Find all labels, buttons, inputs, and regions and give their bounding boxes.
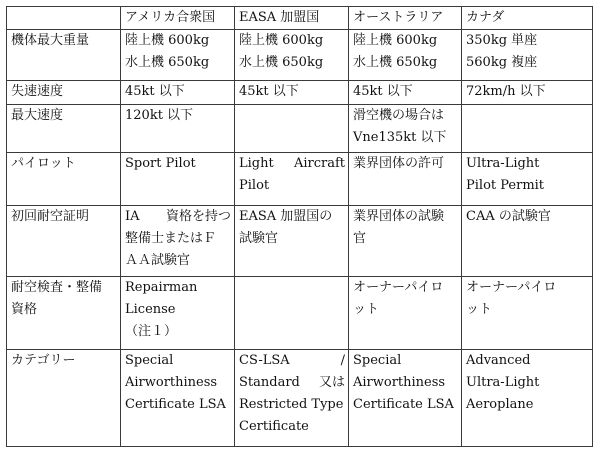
cell-line: 45kt 以下	[239, 84, 299, 99]
cell-line: Restricted Type	[239, 397, 344, 412]
cell-line: ＡＡ試験官	[125, 253, 191, 268]
cell-line: 45kt 以下	[125, 84, 185, 99]
cell-canada	[462, 81, 593, 105]
row-label-cell	[7, 30, 121, 81]
comparison-table	[6, 6, 593, 447]
cell-line: 72km/h 以下	[466, 84, 546, 99]
table-row	[7, 206, 593, 277]
cell-line-part: IA	[125, 209, 140, 224]
cell-line: EASA 加盟国の	[239, 209, 333, 224]
cell-line: 水上機 650kg	[239, 55, 324, 70]
cell-line: 業界団体の許可	[353, 156, 445, 171]
cell-australia	[349, 206, 462, 277]
cell-australia	[349, 277, 462, 350]
cell-line: （注１）	[125, 324, 178, 339]
cell-line: Special	[125, 353, 174, 368]
cell-easa	[235, 81, 349, 105]
cell-line-part: Standard	[239, 375, 300, 390]
cell-line: Certificate LSA	[353, 397, 454, 412]
cell-line: 業界団体の試験	[353, 209, 445, 224]
cell-usa	[121, 153, 235, 206]
cell-line-justified	[239, 372, 345, 394]
cell-line: 陸上機 600kg	[353, 33, 438, 48]
cell-australia	[349, 81, 462, 105]
cell-line-part: CS-LSA	[239, 353, 290, 368]
cell-easa	[235, 350, 349, 447]
cell-line: 官	[353, 231, 367, 246]
cell-line: 滑空機の場合は	[353, 108, 445, 123]
cell-easa	[235, 206, 349, 277]
cell-line: Pilot	[239, 178, 270, 193]
table-row	[7, 277, 593, 350]
row-label-cell	[7, 206, 121, 277]
cell-line: 120kt 以下	[125, 108, 194, 123]
cell-line: パイロット	[11, 156, 76, 171]
cell-line: 耐空検査・整備	[11, 280, 103, 295]
cell-australia	[349, 350, 462, 447]
cell-line: 試験官	[239, 231, 279, 246]
cell-line: 資格	[11, 302, 38, 317]
header-cell-usa: アメリカ合衆国	[121, 7, 235, 30]
cell-line: Airworthiness	[125, 375, 218, 390]
cell-line-part: 又は	[318, 375, 345, 390]
cell-line-part: Light	[239, 156, 274, 171]
cell-line: Aeroplane	[466, 397, 534, 412]
cell-line: Sport Pilot	[125, 156, 196, 171]
cell-easa	[235, 105, 349, 153]
cell-usa	[121, 81, 235, 105]
cell-line: 機体最大重量	[11, 33, 90, 48]
table-header-row	[7, 7, 593, 30]
cell-line: ット	[466, 302, 493, 317]
cell-line: License	[125, 302, 176, 317]
cell-australia	[349, 105, 462, 153]
cell-line: Ultra-Light	[466, 156, 540, 171]
cell-easa	[235, 153, 349, 206]
cell-line: 陸上機 600kg	[125, 33, 210, 48]
cell-line-justified	[125, 206, 231, 228]
cell-line: カテゴリー	[11, 353, 76, 368]
table-row	[7, 105, 593, 153]
cell-line: Advanced	[466, 353, 531, 368]
cell-line: 560kg 複座	[466, 55, 538, 70]
table-row	[7, 30, 593, 81]
cell-line-justified	[239, 153, 345, 175]
cell-usa	[121, 277, 235, 350]
cell-canada	[462, 153, 593, 206]
cell-canada	[462, 277, 593, 350]
cell-easa	[235, 277, 349, 350]
cell-canada	[462, 206, 593, 277]
cell-usa	[121, 206, 235, 277]
cell-line: Vne135kt 以下	[353, 130, 447, 145]
cell-usa	[121, 105, 235, 153]
cell-australia	[349, 30, 462, 81]
cell-line-part: /	[340, 353, 345, 368]
cell-line: 350kg 単座	[466, 33, 538, 48]
cell-canada	[462, 105, 593, 153]
table-body	[7, 30, 593, 447]
cell-line: 水上機 650kg	[353, 55, 438, 70]
cell-line: Certificate LSA	[125, 397, 226, 412]
cell-line: Ultra-Light	[466, 375, 540, 390]
cell-usa	[121, 350, 235, 447]
row-label-cell	[7, 81, 121, 105]
cell-line: Repairman	[125, 280, 198, 295]
cell-line: 水上機 650kg	[125, 55, 210, 70]
cell-line: 失速速度	[11, 84, 64, 99]
cell-line: 最大速度	[11, 108, 64, 123]
table-row	[7, 153, 593, 206]
cell-line: ット	[353, 302, 380, 317]
header-cell-australia: オーストラリア	[349, 7, 462, 30]
cell-line: オーナーパイロ	[466, 280, 557, 295]
cell-line: 整備士またはＦ	[125, 231, 217, 246]
cell-line: 陸上機 600kg	[239, 33, 324, 48]
header-cell-easa: EASA 加盟国	[235, 7, 349, 30]
table-row	[7, 81, 593, 105]
cell-line: 45kt 以下	[353, 84, 413, 99]
row-label-cell	[7, 105, 121, 153]
cell-line: Airworthiness	[353, 375, 446, 390]
cell-line: CAA の試験官	[466, 209, 551, 224]
cell-easa	[235, 30, 349, 81]
cell-canada	[462, 30, 593, 81]
cell-australia	[349, 153, 462, 206]
cell-usa	[121, 30, 235, 81]
row-label-cell	[7, 153, 121, 206]
cell-canada	[462, 350, 593, 447]
cell-line: オーナーパイロ	[353, 280, 444, 295]
header-cell-canada: カナダ	[462, 7, 593, 30]
header-cell-corner	[7, 7, 121, 30]
cell-line: Special	[353, 353, 402, 368]
table-row	[7, 350, 593, 447]
cell-line-justified	[239, 350, 345, 372]
cell-line: 初回耐空証明	[11, 209, 90, 224]
cell-line: Pilot Permit	[466, 178, 545, 193]
cell-line-part: Aircraft	[293, 156, 345, 171]
row-label-cell	[7, 277, 121, 350]
cell-line: Certificate	[239, 419, 309, 434]
row-label-cell	[7, 350, 121, 447]
cell-line-part: 資格を持つ	[165, 209, 231, 224]
